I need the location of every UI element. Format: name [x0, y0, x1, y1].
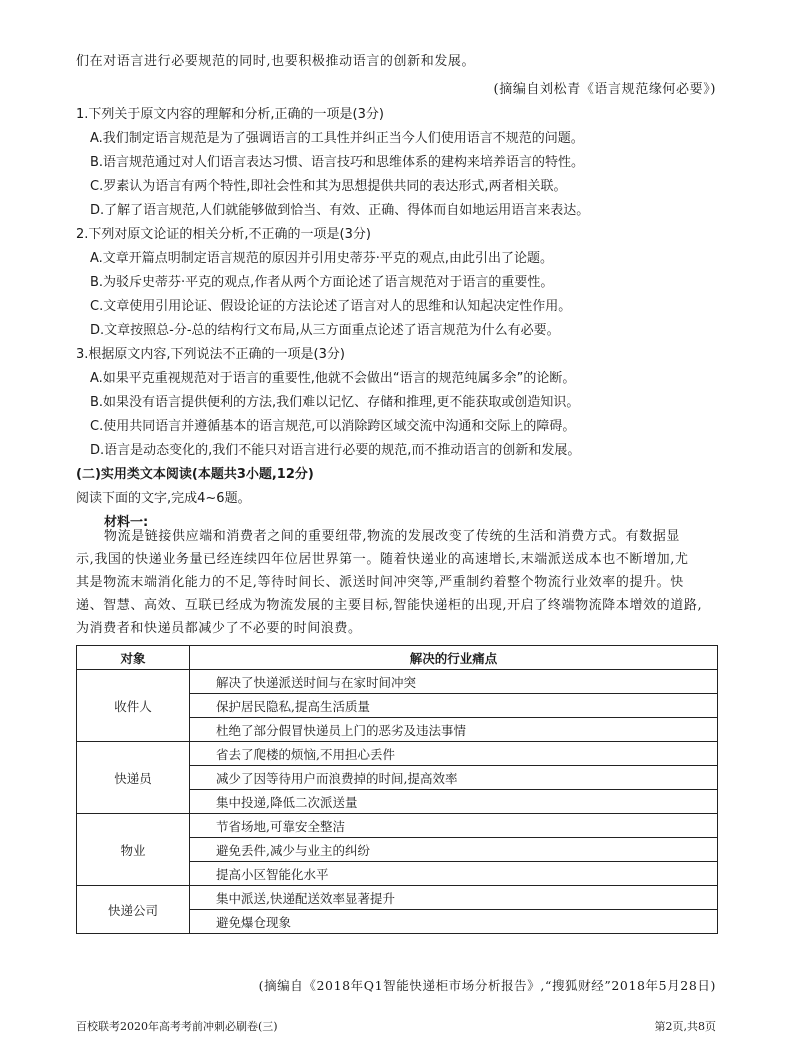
table-pain-cell: 集中派送,快递配送效率显著提升 — [190, 886, 718, 910]
table-header-row — [77, 646, 718, 670]
table-pain-cell: 避免爆仓现象 — [190, 910, 718, 934]
table-pain-cell: 省去了爬楼的烦恼,不用担心丢件 — [190, 742, 718, 766]
question-3-option-a: A.如果平克重视规范对于语言的重要性,他就不会做出“语言的规范纯属多余”的论断。 — [90, 371, 576, 386]
question-2-option-a: A.文章开篇点明制定语言规范的原因并引用史蒂芬·平克的观点,由此引出了论题。 — [90, 251, 554, 266]
question-1-option-a: A.我们制定语言规范是为了强调语言的工具性并纠正当今人们使用语言不规范的问题。 — [90, 131, 584, 146]
material-label: 材料一: — [104, 515, 149, 530]
question-1-option-b: B.语言规范通过对人们语言表达习惯、语言技巧和思维体系的建构来培养语言的特性。 — [90, 155, 585, 170]
footer-exam-title: 百校联考2020年高考考前冲刺必刷卷(三) — [76, 1020, 278, 1033]
question-2-stem: 2.下列对原文论证的相关分析,不正确的一项是(3分) — [76, 227, 371, 242]
material-paragraph-line: 示,我国的快递业务量已经连续四年位居世界第一。随着快递业的高速增长,末端派送成本也不断增加,尤 — [76, 552, 689, 567]
question-3-option-d: D.语言是动态变化的,我们不能只对语言进行必要的规范,而不推动语言的创新和发展。 — [90, 443, 581, 458]
table-row — [77, 742, 718, 766]
table-pain-cell: 节省场地,可靠安全整洁 — [190, 814, 718, 838]
question-2-option-d: D.文章按照总-分-总的结构行文布局,从三方面重点论述了语言规范为什么有必要。 — [90, 323, 560, 338]
material-paragraph-line: 递、智慧、高效、互联已经成为物流发展的主要目标,智能快递柜的出现,开启了终端物流降本增效的道路, — [76, 598, 703, 613]
table-source: (摘编自《2018年Q1智能快递柜市场分析报告》,“搜狐财经”2018年5月28日) — [258, 978, 716, 993]
intro-source: (摘编自刘松青《语言规范缘何必要》) — [493, 82, 716, 97]
question-2-option-b: B.为驳斥史蒂芬·平克的观点,作者从两个方面论述了语言规范对于语言的重要性。 — [90, 275, 554, 290]
section-instruction: 阅读下面的文字,完成4~6题。 — [76, 491, 251, 506]
table-object-cell: 快递员 — [77, 742, 190, 814]
question-1-option-d: D.了解了语言规范,人们就能够做到恰当、有效、正确、得体而自如地运用语言来表达。 — [90, 203, 590, 218]
section-heading: (二)实用类文本阅读(本题共3小题,12分) — [76, 467, 314, 482]
footer-page-number: 第2页,共8页 — [654, 1020, 716, 1033]
table-pain-cell: 杜绝了部分假冒快递员上门的恶劣及违法事情 — [190, 718, 718, 742]
table-object-cell: 收件人 — [77, 670, 190, 742]
question-1-option-c: C.罗素认为语言有两个特性,即社会性和其为思想提供共同的表达形式,两者相关联。 — [90, 179, 567, 194]
table-object-cell: 物业 — [77, 814, 190, 886]
table-row — [77, 886, 718, 910]
table-row — [77, 814, 718, 838]
table-header-object: 对象 — [77, 646, 190, 670]
material-paragraph-line: 物流是链接供应端和消费者之间的重要纽带,物流的发展改变了传统的生活和消费方式。有数据显 — [104, 529, 680, 544]
pain-points-table — [76, 645, 718, 934]
question-3-option-c: C.使用共同语言并遵循基本的语言规范,可以消除跨区域交流中沟通和交际上的障碍。 — [90, 419, 576, 434]
table-object-cell: 快递公司 — [77, 886, 190, 934]
table-header-pain: 解决的行业痛点 — [190, 646, 718, 670]
table-pain-cell: 解决了快递派送时间与在家时间冲突 — [190, 670, 718, 694]
table-row — [77, 670, 718, 694]
material-paragraph-line: 其是物流末端消化能力的不足,等待时间长、派送时间冲突等,严重制约着整个物流行业效率的提升。快 — [76, 575, 684, 590]
question-2-option-c: C.文章使用引用论证、假设论证的方法论述了语言对人的思维和认知起决定性作用。 — [90, 299, 572, 314]
intro-line: 们在对语言进行必要规范的同时,也要积极推动语言的创新和发展。 — [76, 54, 476, 69]
question-3-option-b: B.如果没有语言提供便利的方法,我们难以记忆、存储和推理,更不能获取或创造知识。 — [90, 395, 580, 410]
table-pain-cell: 集中投递,降低二次派送量 — [190, 790, 718, 814]
table-pain-cell: 减少了因等待用户而浪费掉的时间,提高效率 — [190, 766, 718, 790]
material-paragraph-line: 为消费者和快递员都减少了不必要的时间浪费。 — [76, 621, 362, 636]
table-pain-cell: 避免丢件,减少与业主的纠纷 — [190, 838, 718, 862]
table-pain-cell: 提高小区智能化水平 — [190, 862, 718, 886]
question-1-stem: 1.下列关于原文内容的理解和分析,正确的一项是(3分) — [76, 107, 384, 122]
table-pain-cell: 保护居民隐私,提高生活质量 — [190, 694, 718, 718]
question-3-stem: 3.根据原文内容,下列说法不正确的一项是(3分) — [76, 347, 345, 362]
